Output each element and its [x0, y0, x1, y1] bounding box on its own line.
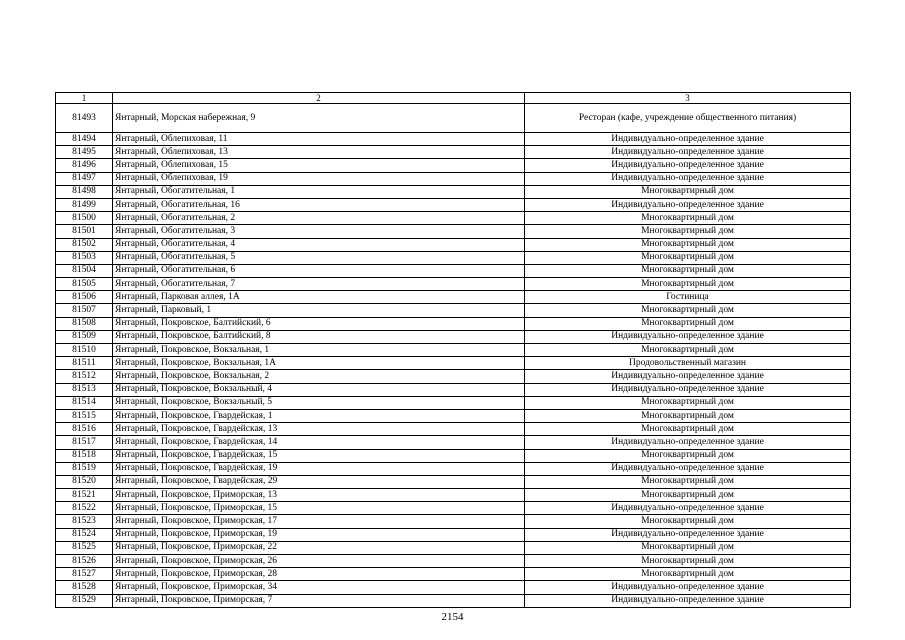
row-id-cell: 81514: [56, 396, 113, 409]
table-row: [56, 104, 851, 133]
table-row: [56, 317, 851, 330]
row-id-cell: 81518: [56, 449, 113, 462]
table-row: [56, 238, 851, 251]
table-row: [56, 357, 851, 370]
row-type-cell: Индивидуально-определенное здание: [525, 370, 851, 383]
row-address-cell: Янтарный, Покровское, Балтийский, 6: [113, 317, 525, 330]
row-id-cell: 81500: [56, 212, 113, 225]
row-id-cell: 81510: [56, 344, 113, 357]
row-id-cell: 81528: [56, 581, 113, 594]
row-id-cell: 81509: [56, 330, 113, 343]
table-row: [56, 489, 851, 502]
row-type-cell: Многоквартирный дом: [525, 225, 851, 238]
row-address-cell: Янтарный, Обогатительная, 16: [113, 198, 525, 211]
row-type-cell: Многоквартирный дом: [525, 475, 851, 488]
header-col-1: 1: [56, 93, 113, 104]
row-address-cell: Янтарный, Покровское, Гвардейская, 19: [113, 462, 525, 475]
row-type-cell: Многоквартирный дом: [525, 278, 851, 291]
row-address-cell: Янтарный, Покровское, Приморская, 17: [113, 515, 525, 528]
row-id-cell: 81506: [56, 291, 113, 304]
row-address-cell: Янтарный, Покровское, Приморская, 28: [113, 568, 525, 581]
row-address-cell: Янтарный, Покровское, Гвардейская, 1: [113, 409, 525, 422]
row-id-cell: 81516: [56, 423, 113, 436]
row-id-cell: 81504: [56, 264, 113, 277]
row-id-cell: 81507: [56, 304, 113, 317]
row-id-cell: 81522: [56, 502, 113, 515]
row-id-cell: 81523: [56, 515, 113, 528]
table-row: [56, 278, 851, 291]
row-id-cell: 81527: [56, 568, 113, 581]
row-id-cell: 81508: [56, 317, 113, 330]
row-id-cell: 81512: [56, 370, 113, 383]
row-type-cell: Многоквартирный дом: [525, 409, 851, 422]
table-row: [56, 436, 851, 449]
row-id-cell: 81495: [56, 146, 113, 159]
row-address-cell: Янтарный, Покровское, Гвардейская, 14: [113, 436, 525, 449]
row-type-cell: Многоквартирный дом: [525, 568, 851, 581]
row-type-cell: Продовольственный магазин: [525, 357, 851, 370]
row-type-cell: Многоквартирный дом: [525, 212, 851, 225]
row-address-cell: Янтарный, Морская набережная, 9: [113, 104, 525, 133]
row-type-cell: Многоквартирный дом: [525, 541, 851, 554]
row-address-cell: Янтарный, Обогатительная, 7: [113, 278, 525, 291]
row-id-cell: 81511: [56, 357, 113, 370]
row-id-cell: 81526: [56, 555, 113, 568]
table-row: [56, 344, 851, 357]
table-header: [56, 93, 851, 104]
row-address-cell: Янтарный, Покровское, Вокзальный, 4: [113, 383, 525, 396]
row-address-cell: Янтарный, Обогатительная, 4: [113, 238, 525, 251]
table-row: [56, 198, 851, 211]
row-type-cell: Многоквартирный дом: [525, 238, 851, 251]
row-id-cell: 81501: [56, 225, 113, 238]
row-type-cell: Гостиница: [525, 291, 851, 304]
row-type-cell: Индивидуально-определенное здание: [525, 383, 851, 396]
row-type-cell: Ресторан (кафе, учреждение общественного питания): [525, 104, 851, 133]
row-address-cell: Янтарный, Покровское, Приморская, 34: [113, 581, 525, 594]
row-address-cell: Янтарный, Покровское, Гвардейская, 29: [113, 475, 525, 488]
row-type-cell: Многоквартирный дом: [525, 515, 851, 528]
row-address-cell: Янтарный, Облепиховая, 13: [113, 146, 525, 159]
row-address-cell: Янтарный, Обогатительная, 6: [113, 264, 525, 277]
table-row: [56, 251, 851, 264]
row-address-cell: Янтарный, Обогатительная, 5: [113, 251, 525, 264]
table-row: [56, 568, 851, 581]
row-address-cell: Янтарный, Облепиховая, 19: [113, 172, 525, 185]
table-row: [56, 159, 851, 172]
table-row: [56, 383, 851, 396]
header-col-3: 3: [525, 93, 851, 104]
row-type-cell: Многоквартирный дом: [525, 251, 851, 264]
table-row: [56, 370, 851, 383]
row-type-cell: Индивидуально-определенное здание: [525, 502, 851, 515]
row-address-cell: Янтарный, Покровское, Приморская, 19: [113, 528, 525, 541]
table-row: [56, 581, 851, 594]
table-row: [56, 594, 851, 607]
row-type-cell: Индивидуально-определенное здание: [525, 581, 851, 594]
row-address-cell: Янтарный, Покровское, Приморская, 15: [113, 502, 525, 515]
row-address-cell: Янтарный, Покровское, Приморская, 7: [113, 594, 525, 607]
table-row: [56, 515, 851, 528]
row-type-cell: Многоквартирный дом: [525, 344, 851, 357]
row-type-cell: Многоквартирный дом: [525, 264, 851, 277]
table-row: [56, 423, 851, 436]
table-row: [56, 212, 851, 225]
row-id-cell: 81520: [56, 475, 113, 488]
table-row: [56, 185, 851, 198]
row-address-cell: Янтарный, Обогатительная, 1: [113, 185, 525, 198]
table-row: [56, 291, 851, 304]
row-type-cell: Многоквартирный дом: [525, 317, 851, 330]
row-address-cell: Янтарный, Покровское, Гвардейская, 13: [113, 423, 525, 436]
registry-table: [55, 92, 851, 608]
row-id-cell: 81499: [56, 198, 113, 211]
table-row: [56, 528, 851, 541]
row-id-cell: 81519: [56, 462, 113, 475]
header-col-2: 2: [113, 93, 525, 104]
table-row: [56, 409, 851, 422]
row-address-cell: Янтарный, Покровское, Вокзальная, 1А: [113, 357, 525, 370]
row-address-cell: Янтарный, Обогатительная, 2: [113, 212, 525, 225]
table-row: [56, 304, 851, 317]
row-id-cell: 81502: [56, 238, 113, 251]
row-id-cell: 81505: [56, 278, 113, 291]
table-row: [56, 449, 851, 462]
table-body: [56, 104, 851, 608]
row-id-cell: 81525: [56, 541, 113, 554]
row-address-cell: Янтарный, Покровское, Приморская, 22: [113, 541, 525, 554]
row-type-cell: Индивидуально-определенное здание: [525, 330, 851, 343]
row-id-cell: 81517: [56, 436, 113, 449]
row-id-cell: 81493: [56, 104, 113, 133]
row-address-cell: Янтарный, Покровское, Вокзальная, 2: [113, 370, 525, 383]
row-type-cell: Индивидуально-определенное здание: [525, 436, 851, 449]
row-type-cell: Индивидуально-определенное здание: [525, 133, 851, 146]
row-address-cell: Янтарный, Покровское, Вокзальный, 5: [113, 396, 525, 409]
table-row: [56, 555, 851, 568]
row-type-cell: Индивидуально-определенное здание: [525, 462, 851, 475]
table-row: [56, 396, 851, 409]
row-type-cell: Индивидуально-определенное здание: [525, 594, 851, 607]
row-address-cell: Янтарный, Парковый, 1: [113, 304, 525, 317]
page-number: 2154: [441, 611, 464, 623]
row-id-cell: 81521: [56, 489, 113, 502]
row-id-cell: 81503: [56, 251, 113, 264]
row-type-cell: Многоквартирный дом: [525, 396, 851, 409]
row-address-cell: Янтарный, Покровское, Балтийский, 8: [113, 330, 525, 343]
row-id-cell: 81529: [56, 594, 113, 607]
row-id-cell: 81496: [56, 159, 113, 172]
table-row: [56, 225, 851, 238]
row-address-cell: Янтарный, Покровское, Приморская, 26: [113, 555, 525, 568]
table-row: [56, 502, 851, 515]
row-id-cell: 81515: [56, 409, 113, 422]
table-row: [56, 462, 851, 475]
row-type-cell: Многоквартирный дом: [525, 449, 851, 462]
row-id-cell: 81498: [56, 185, 113, 198]
row-id-cell: 81524: [56, 528, 113, 541]
row-type-cell: Индивидуально-определенное здание: [525, 198, 851, 211]
row-id-cell: 81513: [56, 383, 113, 396]
row-type-cell: Индивидуально-определенное здание: [525, 172, 851, 185]
row-type-cell: Индивидуально-определенное здание: [525, 528, 851, 541]
row-address-cell: Янтарный, Облепиховая, 11: [113, 133, 525, 146]
row-type-cell: Многоквартирный дом: [525, 185, 851, 198]
table-row: [56, 541, 851, 554]
table-row: [56, 264, 851, 277]
row-id-cell: 81497: [56, 172, 113, 185]
row-address-cell: Янтарный, Парковая аллея, 1А: [113, 291, 525, 304]
row-address-cell: Янтарный, Облепиховая, 15: [113, 159, 525, 172]
row-type-cell: Многоквартирный дом: [525, 489, 851, 502]
table-row: [56, 330, 851, 343]
row-address-cell: Янтарный, Покровское, Гвардейская, 15: [113, 449, 525, 462]
header-row: [56, 93, 851, 104]
row-address-cell: Янтарный, Покровское, Вокзальная, 1: [113, 344, 525, 357]
row-type-cell: Индивидуально-определенное здание: [525, 146, 851, 159]
row-address-cell: Янтарный, Покровское, Приморская, 13: [113, 489, 525, 502]
row-address-cell: Янтарный, Обогатительная, 3: [113, 225, 525, 238]
table-row: [56, 475, 851, 488]
row-type-cell: Многоквартирный дом: [525, 555, 851, 568]
row-id-cell: 81494: [56, 133, 113, 146]
row-type-cell: Индивидуально-определенное здание: [525, 159, 851, 172]
row-type-cell: Многоквартирный дом: [525, 304, 851, 317]
table-row: [56, 133, 851, 146]
row-type-cell: Многоквартирный дом: [525, 423, 851, 436]
table-row: [56, 172, 851, 185]
table-row: [56, 146, 851, 159]
